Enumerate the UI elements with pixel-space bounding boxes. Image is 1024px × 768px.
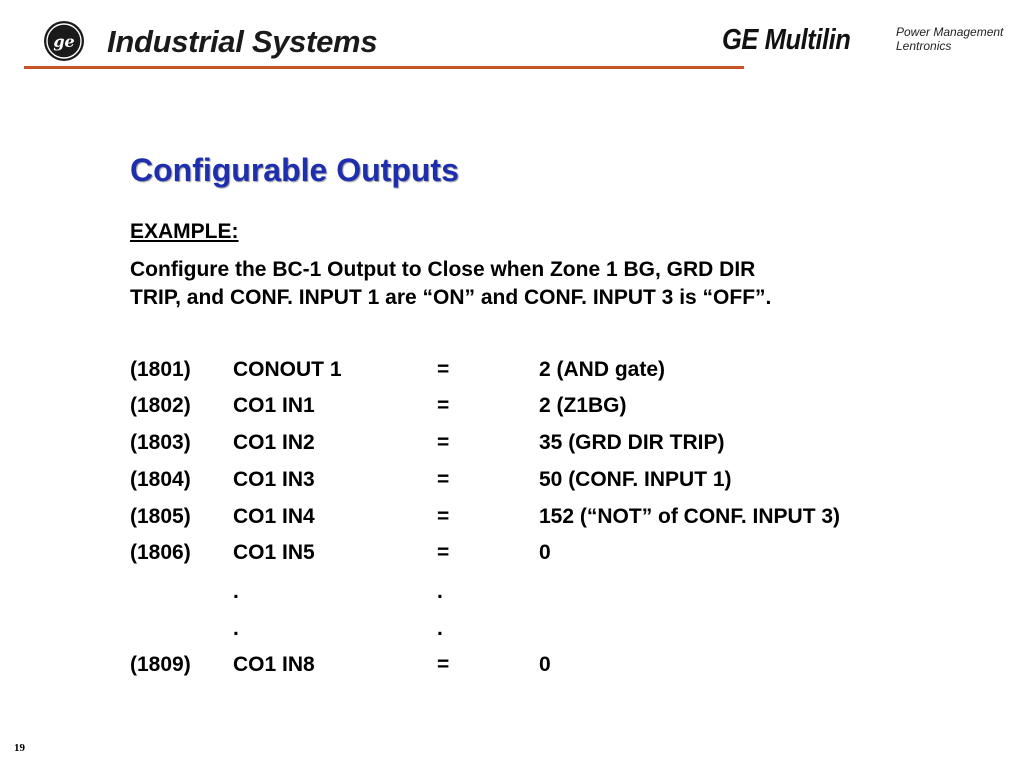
setting-equals: . [437,580,443,603]
setting-value: 2 (AND gate) [539,358,666,381]
setting-name: CO1 IN8 [233,653,315,676]
header-divider [24,66,744,69]
setting-equals: = [437,468,450,491]
setting-equals: = [437,653,450,676]
setting-address: (1804) [130,468,191,491]
setting-name: CO1 IN3 [233,468,315,491]
ge-logo [43,20,85,62]
setting-name: . [233,617,239,640]
settings-row [0,541,1024,571]
settings-row [0,431,1024,461]
example-description [130,256,930,312]
setting-address: (1806) [130,541,191,564]
setting-address: (1801) [130,358,191,381]
setting-address: (1803) [130,431,191,454]
setting-value: 50 (CONF. INPUT 1) [539,468,732,491]
setting-value: 2 (Z1BG) [539,394,627,417]
setting-name: CONOUT 1 [233,358,342,381]
setting-address: (1809) [130,653,191,676]
settings-row [0,358,1024,388]
brand-subtitle-line: Lentronics [896,39,952,53]
settings-row [0,394,1024,424]
setting-address: (1805) [130,505,191,528]
setting-value: 35 (GRD DIR TRIP) [539,431,725,454]
header-title: Industrial Systems [107,24,378,59]
brand-subtitle-line: Power Management [896,25,1004,39]
settings-row [0,580,1024,610]
description-line: TRIP, and CONF. INPUT 1 are “ON” and CONF. INPUT 3 is “OFF”. [130,286,772,309]
setting-address: (1802) [130,394,191,417]
setting-value: 0 [539,541,551,564]
example-label: EXAMPLE: [130,220,239,243]
setting-name: CO1 IN1 [233,394,315,417]
slide-title: Configurable Outputs [130,152,459,188]
brand-subtitle [896,25,1003,53]
setting-equals: = [437,541,450,564]
setting-name: . [233,580,239,603]
setting-equals: = [437,431,450,454]
page-number: 19 [14,742,25,754]
settings-row [0,468,1024,498]
setting-equals: = [437,394,450,417]
setting-equals: . [437,617,443,640]
setting-value: 152 (“NOT” of CONF. INPUT 3) [539,505,841,528]
setting-equals: = [437,505,450,528]
setting-equals: = [437,358,450,381]
settings-row [0,653,1024,683]
setting-name: CO1 IN2 [233,431,315,454]
svg-text:ge: ge [53,32,75,51]
brand-logo-text: GE Multilin [722,24,851,56]
setting-name: CO1 IN5 [233,541,315,564]
setting-value: 0 [539,653,551,676]
setting-name: CO1 IN4 [233,505,315,528]
settings-row [0,617,1024,647]
description-line: Configure the BC-1 Output to Close when Zone 1 BG, GRD DIR [130,258,756,281]
settings-row [0,505,1024,535]
